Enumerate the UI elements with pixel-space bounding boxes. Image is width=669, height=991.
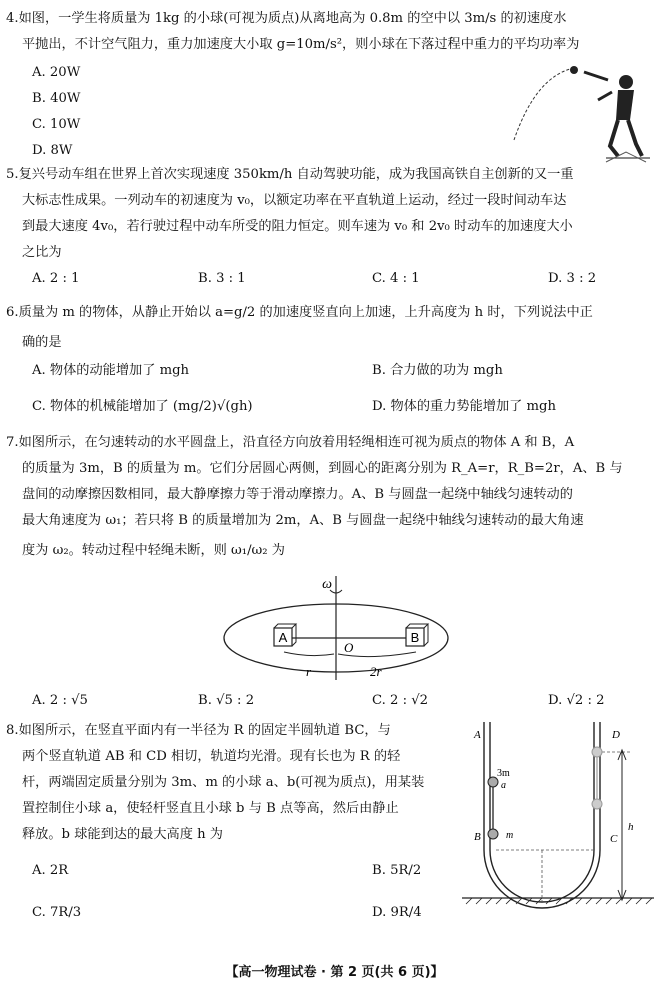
q4-line-1: 4.如图，一学生将质量为 1kg 的小球(可视为质点)从离地高为 0.8m 的空中以 3m/s 的初速度水 [6, 11, 567, 26]
q5-option-d: D. 3 : 2 [548, 271, 597, 286]
q7-option-a: A. 2 : √5 [32, 693, 88, 708]
q6-option-a: A. 物体的动能增加了 mgh [32, 363, 190, 378]
q8-line-1: 8.如图所示，在竖直平面内有一半径为 R 的固定半圆轨道 BC，与 [6, 723, 391, 738]
q4-figure [506, 62, 656, 166]
page-footer: 【高一物理试卷 · 第 2 页(共 6 页)】 [225, 965, 444, 980]
q7-line-1: 7.如图所示，在匀速转动的水平圆盘上，沿直径方向放着用轻绳相连可视为质点的物体 A 和 B，A [6, 435, 575, 450]
q4-option-a: A. 20W [32, 65, 81, 80]
q5-option-c: C. 4 : 1 [372, 271, 420, 286]
fig8-A-label: A [474, 729, 481, 741]
q7-line-2: 的质量为 3m，B 的质量为 m。它们分居圆心两侧，到圆心的距离分别为 R_A=r，R_B=2r，A、B 与 [22, 461, 623, 476]
q5-line-3: 到最大速度 4v₀，若行驶过程中动车所受的阻力恒定。则车速为 v₀ 和 2v₀ 时动车的加速度大小 [22, 219, 573, 234]
fig8-D-label: D [612, 729, 620, 741]
q7-option-b: B. √5 : 2 [198, 693, 255, 708]
q5-option-b: B. 3 : 1 [198, 271, 246, 286]
q7-option-d: D. √2 : 2 [548, 693, 605, 708]
fig7-A-label: A [278, 630, 288, 645]
fig8-C-label: C [610, 833, 618, 845]
fig7-r-label: r [306, 664, 312, 679]
fig8-3m-label: 3m [497, 768, 510, 779]
q7-line-4: 最大角速度为 ω₁；若只将 B 的质量增加为 2m，A、B 与圆盘一起绕中轴线匀速转动的最大角速 [22, 513, 584, 528]
q8-option-c: C. 7R/3 [32, 905, 82, 920]
q8-line-5: 释放。b 球能到达的最大高度 h 为 [22, 827, 223, 842]
q4-option-b: B. 40W [32, 91, 81, 106]
q8-option-a: A. 2R [32, 863, 69, 878]
q5-line-4: 之比为 [22, 245, 62, 260]
fig8-B-label: B [474, 831, 481, 843]
q7-figure [220, 572, 456, 684]
q8-figure [460, 718, 656, 910]
fig7-2r-label: 2r [370, 664, 382, 679]
q4-option-c: C. 10W [32, 117, 81, 132]
q5-line-2: 大标志性成果。一列动车的初速度为 v₀，以额定功率在平直轨道上运动，经过一段时间动车达 [22, 193, 567, 208]
q5-option-a: A. 2 : 1 [32, 271, 80, 286]
q6-option-c: C. 物体的机械能增加了 (mg/2)√(gh) [32, 399, 253, 414]
q6-line-1: 6.质量为 m 的物体，从静止开始以 a=g/2 的加速度竖直向上加速，上升高度为 h 时，下列说法中正 [6, 305, 593, 320]
q6-option-b: B. 合力做的功为 mgh [372, 363, 503, 378]
fig7-omega-label: ω [322, 577, 332, 592]
fig7-O-label: O [344, 640, 354, 655]
q5-line-1: 5.复兴号动车组在世界上首次实现速度 350km/h 自动驾驶功能，成为我国高铁自主创新的又一重 [6, 167, 574, 182]
fig8-a-label: a [501, 780, 506, 791]
q7-line-5: 度为 ω₂。转动过程中轻绳未断，则 ω₁/ω₂ 为 [22, 543, 285, 558]
q4-option-d: D. 8W [32, 143, 73, 158]
q6-option-d: D. 物体的重力势能增加了 mgh [372, 399, 556, 414]
fig7-B-label: B [410, 630, 420, 645]
q8-line-2: 两个竖直轨道 AB 和 CD 相切，轨道均光滑。现有长也为 R 的轻 [22, 749, 401, 764]
q6-line-2: 确的是 [22, 335, 62, 350]
fig8-m-label: m [506, 830, 514, 841]
q7-option-c: C. 2 : √2 [372, 693, 429, 708]
q8-option-b: B. 5R/2 [372, 863, 422, 878]
fig8-h-label: h [628, 821, 634, 833]
q8-line-4: 置控制住小球 a，使轻杆竖直且小球 b 与 B 点等高，然后由静止 [22, 801, 399, 816]
q8-option-d: D. 9R/4 [372, 905, 422, 920]
q4-line-2: 平抛出，不计空气阻力，重力加速度大小取 g=10m/s²，则小球在下落过程中重力的平均功率为 [22, 37, 580, 52]
q8-line-3: 杆，两端固定质量分别为 3m、m 的小球 a、b(可视为质点)，用某装 [22, 775, 425, 790]
q7-line-3: 盘间的动摩擦因数相同，最大静摩擦力等于滑动摩擦力。A、B 与圆盘一起绕中轴线匀速转动的 [22, 487, 573, 502]
